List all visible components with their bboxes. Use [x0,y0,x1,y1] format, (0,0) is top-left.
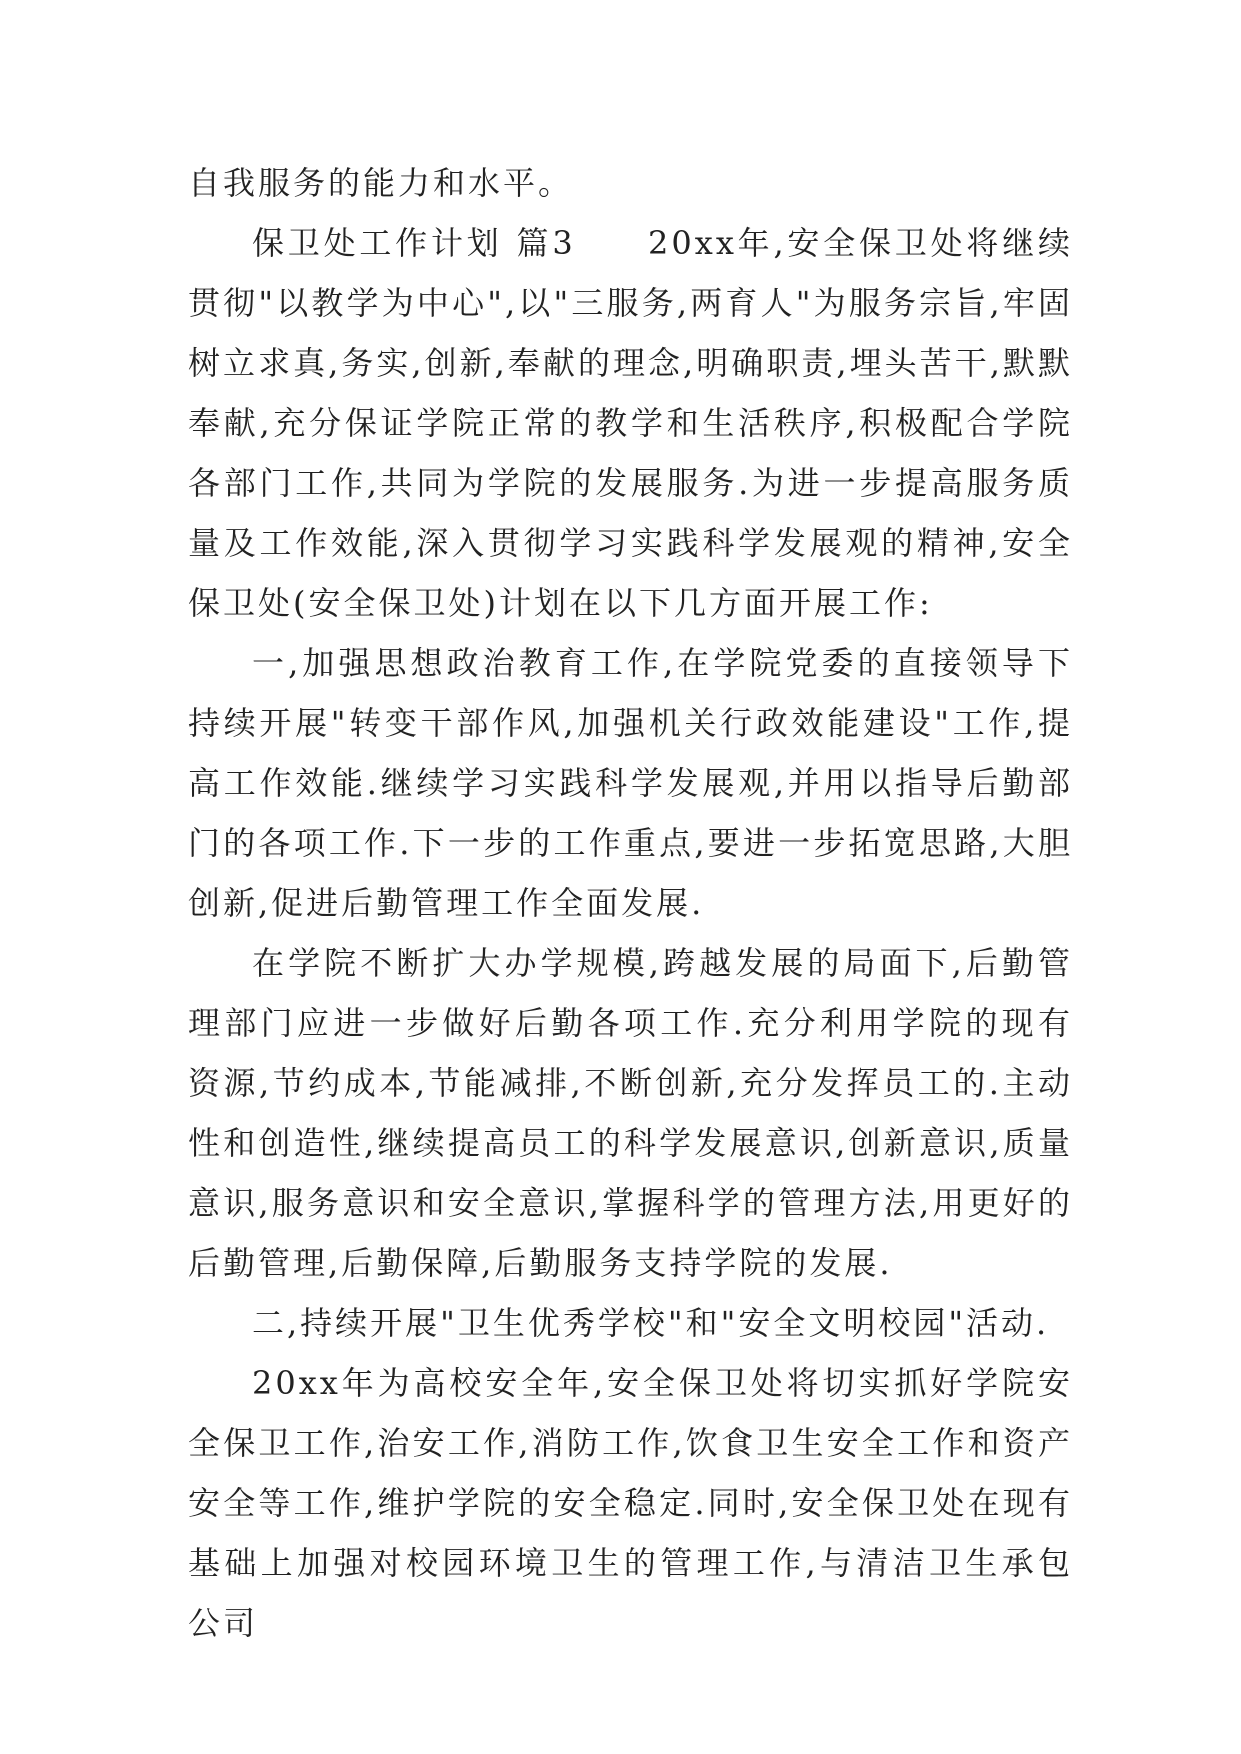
paragraph-item-2: 二,持续开展"卫生优秀学校"和"安全文明校园"活动. [252,1304,1050,1342]
document-body [188,153,1073,1653]
paragraph-continuation: 自我服务的能力和水平。 [188,164,574,202]
paragraph-safety-year: 20xx年为高校安全年,安全保卫处将切实抓好学院安全保卫工作,治安工作,消防工作,饮食卫生安全工作和资产安全等工作,维护学院的安全稳定.同时,安全保卫处在现有基础上加强对校园环境卫生的管理工作,与清洁卫生承包公司 [188,1364,1073,1642]
paragraph-section-3-intro: 保卫处工作计划 篇3 20xx年,安全保卫处将继续贯彻"以教学为中心",以"三服务,两育人"为服务宗旨,牢固树立求真,务实,创新,奉献的理念,明确职责,埋头苦干,默默奉献,充分保证学院正常的教学和生活秩序,积极配合学院各部门工作,共同为学院的发展服务.为进一步提高服务质量及工作效能,深入贯彻学习实践科学发展观的精神,安全保卫处(安全保卫处)计划在以下几方面开展工作: [188,224,1073,622]
paragraph-item-1: 一,加强思想政治教育工作,在学院党委的直接领导下持续开展"转变干部作风,加强机关行政效能建设"工作,提高工作效能.继续学习实践科学发展观,并用以指导后勤部门的各项工作.下一步的工作重点,要进一步拓宽思路,大胆创新,促进后勤管理工作全面发展. [188,644,1073,922]
paragraph-logistics: 在学院不断扩大办学规模,跨越发展的局面下,后勤管理部门应进一步做好后勤各项工作.充分利用学院的现有资源,节约成本,节能减排,不断创新,充分发挥员工的.主动性和创造性,继续提高员工的科学发展意识,创新意识,质量意识,服务意识和安全意识,掌握科学的管理方法,用更好的后勤管理,后勤保障,后勤服务支持学院的发展. [188,944,1073,1282]
